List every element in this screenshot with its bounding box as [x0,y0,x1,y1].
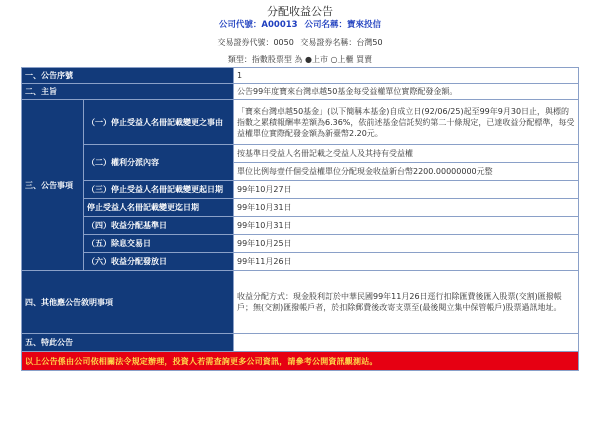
table-row [22,352,579,371]
row-base-label: （四）收益分配基準日 [84,217,234,235]
row-seq-label: 一、公告序號 [22,68,234,84]
row-special-value [234,334,579,352]
page-title: 分配收益公告 [267,5,333,18]
table-row [22,235,579,253]
row-start-value: 99年10月27日 [234,181,579,199]
exchange-info [0,37,600,49]
row-reason-value: 「寶來台灣卓越50基金」(以下簡稱本基金)自成立日(92/06/25)起至99年9月30日止，與標的指數之累積報酬率差額為6.36%，依前述基金信託契約第二十條規定，已達收益分配標準，每受益權單位實際配發金額為新臺幣2.20元。 [234,100,579,145]
row-rights-value1: 按基準日受益人名冊記載之受益人及其持有受益權 [234,145,579,163]
row-pay-value: 99年11月26日 [234,253,579,271]
announcement-table [21,67,579,371]
row-subject-value: 公告99年度寶來台灣卓越50基金每受益權單位實際配發金額。 [234,84,579,100]
category-option-listed: ●上市 [305,55,328,64]
disclaimer-text: 以上公告係由公司依相關法令規定辦理，投資人若需查詢更多公司資訊，請參考公開資訊觀測站。 [22,352,579,371]
row-subject-label: 二、主旨 [22,84,234,100]
row-end-label: 停止受益人名冊記載變更迄日期 [84,199,234,217]
row-rights-label: （二）權利分派內容 [84,145,234,181]
row-matters-label: 三、公告事項 [22,100,84,271]
row-start-label: （三）停止受益人名冊記載變更起日期 [84,181,234,199]
table-row [22,181,579,199]
category-option-otc: ○上櫃 [330,55,354,64]
row-other-label: 四、其他應公告敘明事項 [22,271,234,334]
row-end-value: 99年10月31日 [234,199,579,217]
table-row [22,334,579,352]
company-info [0,19,600,32]
row-exdiv-value: 99年10月25日 [234,235,579,253]
exchange-name: 交易證券名稱：台灣50 [300,38,383,47]
row-rights-value2: 單位比例每壹仟個受益權單位分配現金收益新台幣2200.00000000元整 [234,163,579,181]
row-base-value: 99年10月31日 [234,217,579,235]
row-pay-label: （六）收益分配發放日 [84,253,234,271]
category-info [0,54,600,66]
table-row [22,271,579,334]
row-other-value: 收益分配方式：現金股利訂於中華民國99年11月26日逕行扣除匯費後匯入股票(交割)匯撥帳戶；無(交割)匯撥帳戶者，於扣除郵費後改寄支票至(最後閱立集中保管帳戶)股票過訊地址。 [234,271,579,334]
table-row [22,217,579,235]
table-row [22,100,579,145]
category-label: 類型：指數股票型 為 [227,55,303,64]
row-seq-value: 1 [234,68,579,84]
table-row [22,84,579,100]
table-row [22,68,579,84]
category-option-trade: 買賣 [356,55,373,64]
table-row [22,199,579,217]
company-code: 公司代號：A00013 [218,20,298,30]
exchange-code: 交易證券代號：0050 [217,38,294,47]
row-reason-label: （一）停止受益人名冊記載變更之事由 [84,100,234,145]
table-row [22,253,579,271]
row-special-label: 五、特此公告 [22,334,234,352]
table-row [22,145,579,163]
company-name: 公司名稱：寶來投信 [304,20,382,30]
row-exdiv-label: （五）除息交易日 [84,235,234,253]
